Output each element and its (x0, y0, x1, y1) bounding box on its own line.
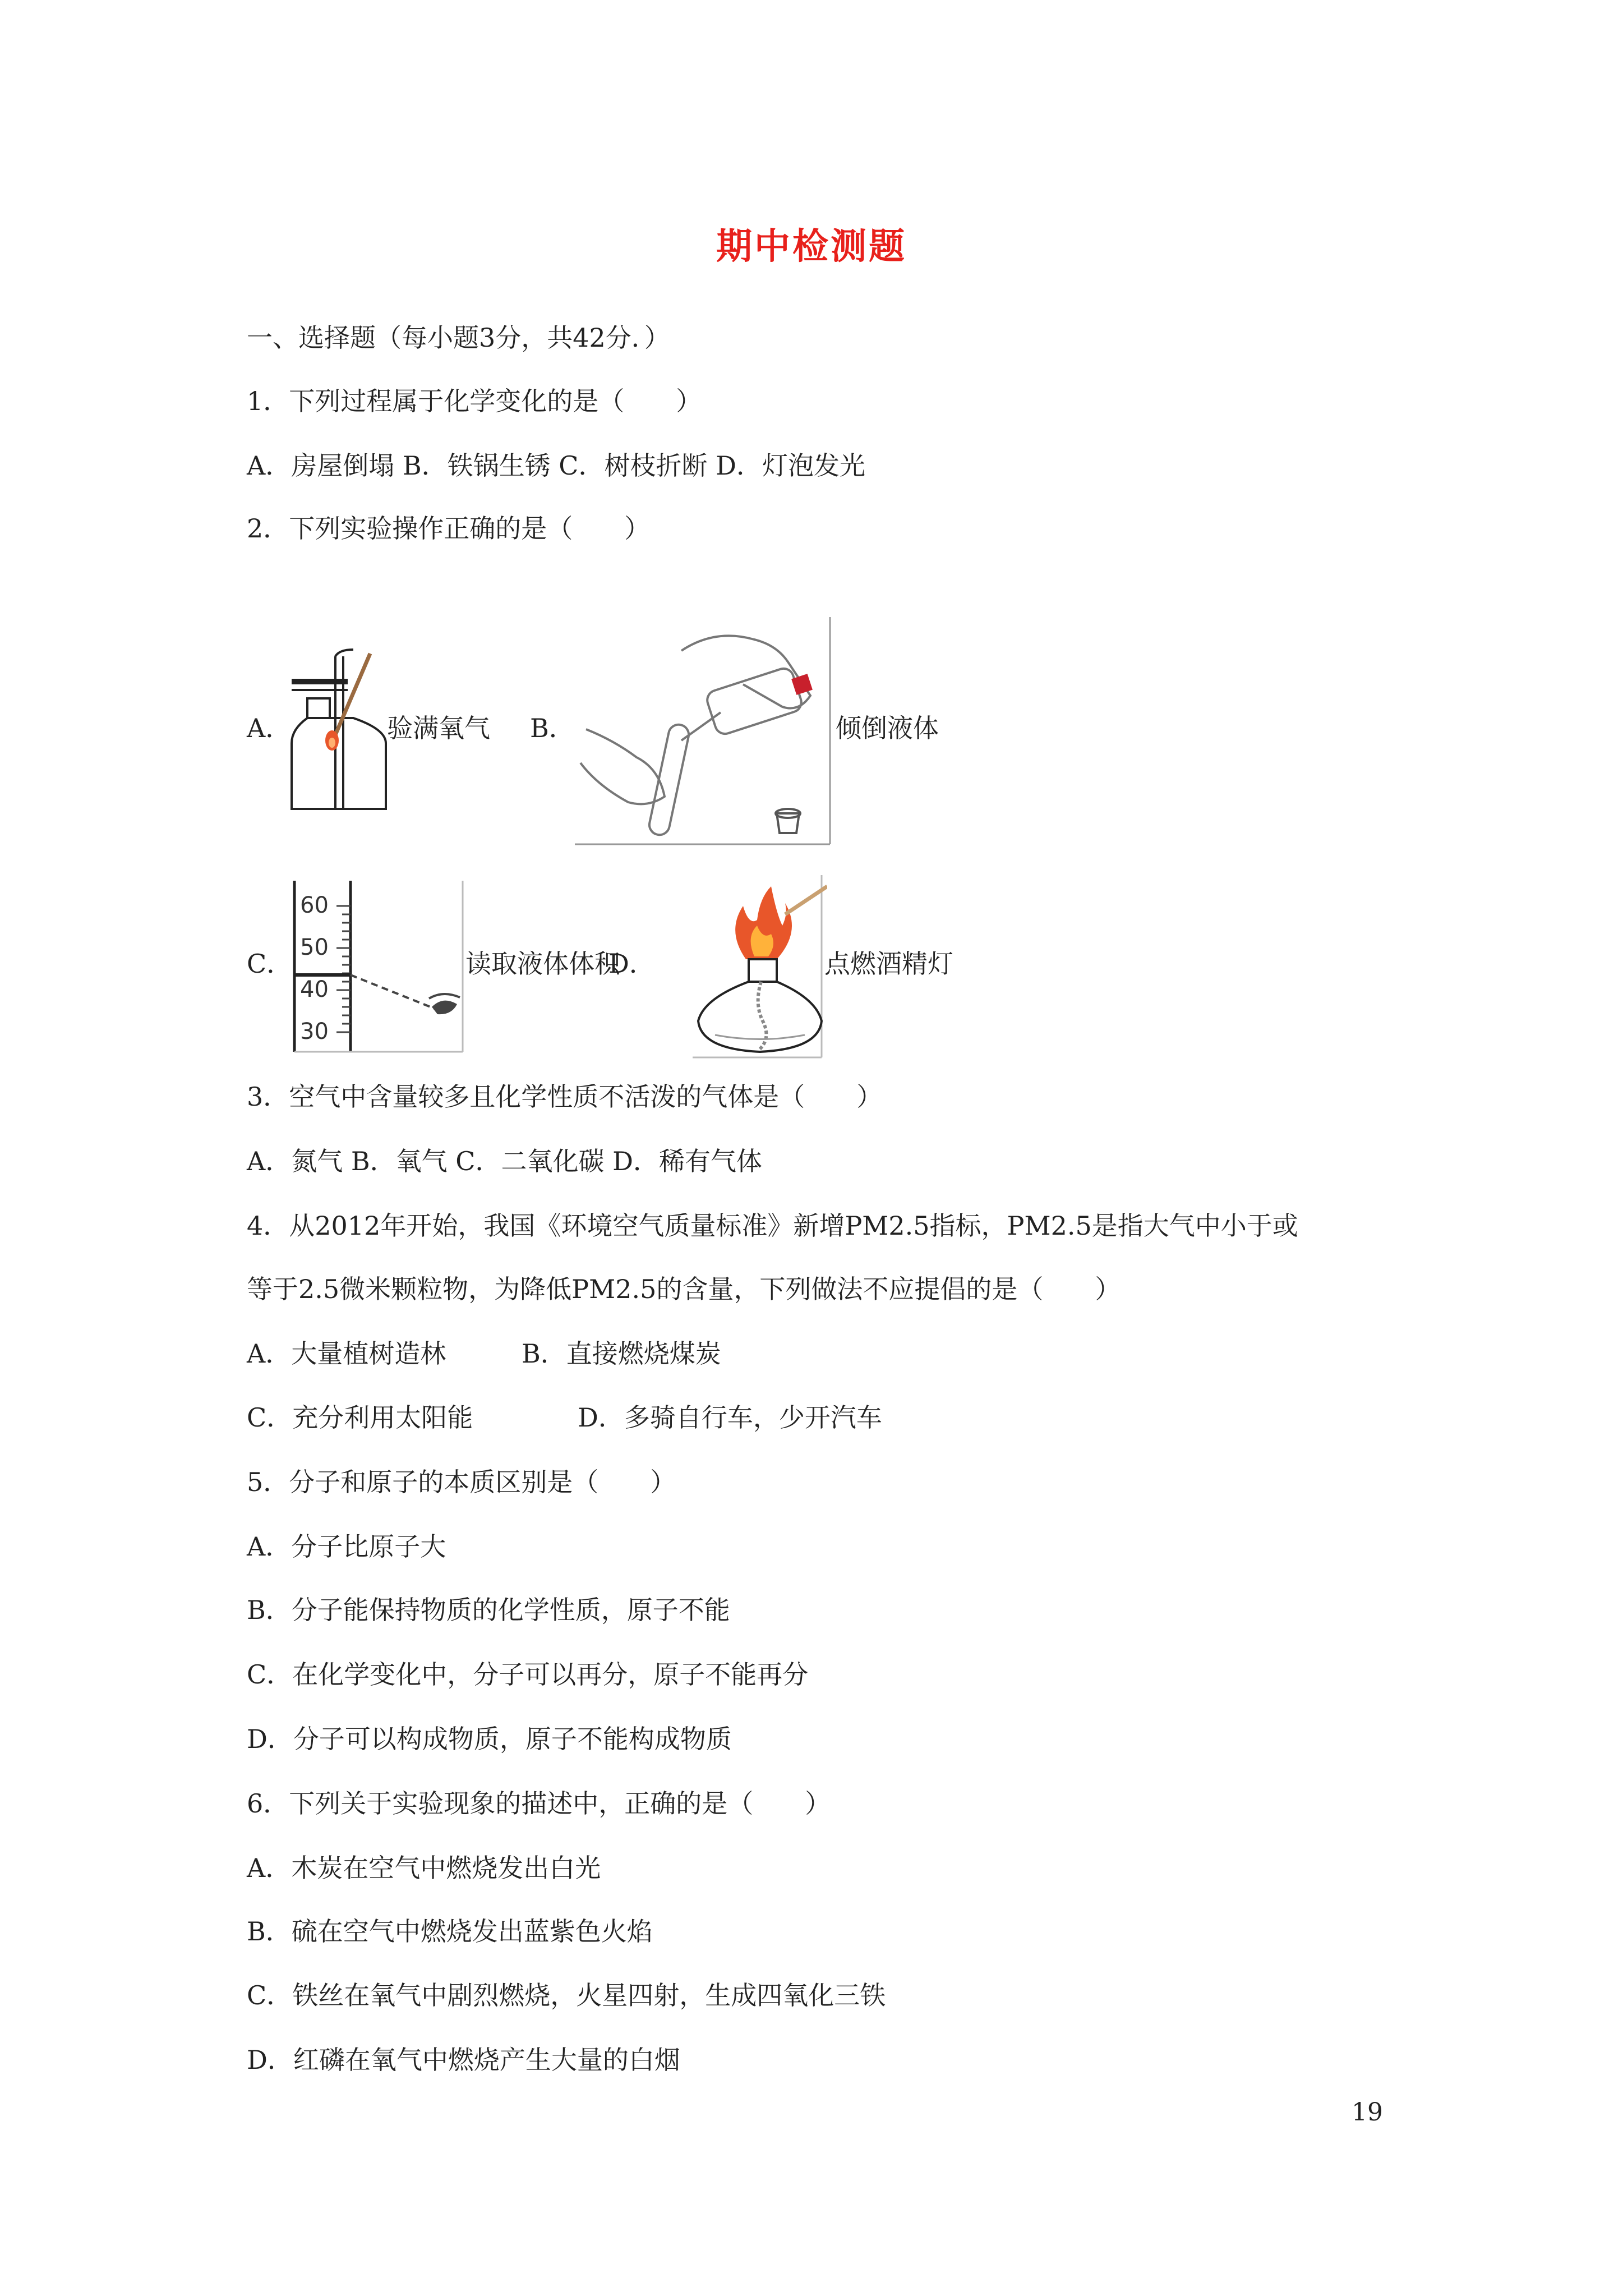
q5-option-a: A．分子比原子大 (247, 1531, 446, 1562)
q2-b-letter: B． (530, 713, 575, 743)
q2-a-caption: 验满氧气 (387, 713, 490, 743)
cylinder-tick-30: 30 (300, 1019, 329, 1045)
q4-option-b: B．直接燃烧煤炭 (522, 1338, 721, 1369)
oxygen-bottle-figure (286, 645, 393, 813)
cylinder-tick-60: 60 (300, 892, 329, 918)
cylinder-tick-40: 40 (300, 977, 329, 1002)
q3-stem: 3．空气中含量较多且化学性质不活泼的气体是（ ） (247, 1082, 883, 1112)
cylinder-tick-50: 50 (300, 935, 329, 960)
q6-option-c: C．铁丝在氧气中剧烈燃烧，火星四射，生成四氧化三铁 (247, 1980, 886, 2010)
q2-c-letter: C． (247, 949, 293, 979)
q6-option-d: D．红磷在氧气中燃烧产生大量的白烟 (247, 2045, 680, 2075)
section-heading: 一、选择题（每小题3分，共42分．） (247, 323, 670, 353)
q1-stem: 1．下列过程属于化学变化的是（ ） (247, 386, 702, 416)
q1-options: A．房屋倒塌 B．铁锅生锈 C．树枝折断 D．灯泡发光 (247, 450, 865, 481)
page-number: 19 (1352, 2098, 1383, 2127)
q2-b-caption: 倾倒液体 (836, 713, 939, 743)
q4-option-c: C．充分利用太阳能 (247, 1402, 473, 1433)
page-title: 期中检测题 (716, 226, 907, 268)
q5-option-d: D．分子可以构成物质，原子不能构成物质 (247, 1724, 732, 1754)
q4-stem-line1: 4．从2012年开始，我国《环境空气质量标准》新增PM2.5指标，PM2.5是指大气中小于或 (247, 1211, 1298, 1241)
q2-d-letter: D． (608, 949, 655, 979)
q4-stem-line2: 等于2.5微米颗粒物，为降低PM2.5的含量，下列做法不应提倡的是（ ） (247, 1274, 1121, 1304)
q6-option-b: B．硫在空气中燃烧发出蓝紫色火焰 (247, 1916, 653, 1947)
q6-stem: 6．下列关于实验现象的描述中，正确的是（ ） (247, 1788, 831, 1819)
q5-option-c: C．在化学变化中，分子可以再分，原子不能再分 (247, 1659, 809, 1690)
q5-option-b: B．分子能保持物质的化学性质，原子不能 (247, 1595, 730, 1625)
cylinder-reading-figure (289, 881, 468, 1055)
pouring-liquid-figure (575, 617, 833, 847)
q3-options: A．氮气 B．氧气 C．二氧化碳 D．稀有气体 (247, 1146, 762, 1176)
q2-c-caption: 读取液体体积 (465, 949, 620, 979)
q4-option-a: A．大量植树造林 (247, 1338, 446, 1369)
q2-a-letter: A． (247, 713, 292, 743)
q2-stem: 2．下列实验操作正确的是（ ） (247, 513, 651, 544)
q5-stem: 5．分子和原子的本质区别是（ ） (247, 1467, 676, 1497)
q2-d-caption: 点燃酒精灯 (824, 949, 953, 979)
alcohol-lamp-figure (693, 875, 827, 1060)
q4-option-d: D．多骑自行车，少开汽车 (578, 1402, 882, 1433)
q6-option-a: A．木炭在空气中燃烧发出白光 (247, 1853, 601, 1883)
